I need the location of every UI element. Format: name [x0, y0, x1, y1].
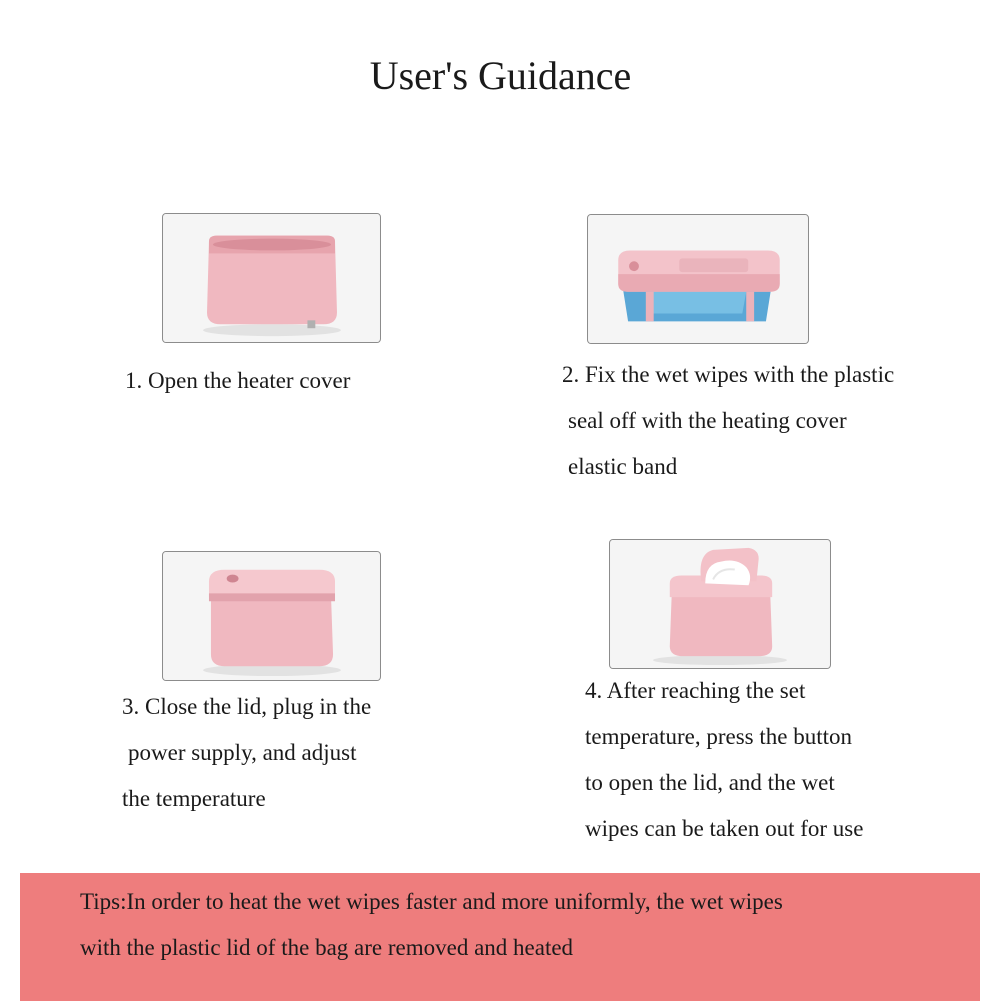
open-heater-box-illustration — [163, 214, 380, 342]
step1-line1: 1. Open the heater cover — [125, 368, 351, 393]
step4-line2: temperature, press the button — [585, 724, 852, 749]
step3-text — [122, 684, 371, 822]
page-title: User's Guidance — [369, 53, 632, 98]
step3-image — [162, 551, 381, 681]
tips-banner — [20, 873, 980, 1001]
step2-line3: elastic band — [568, 454, 678, 479]
heating-cover-with-wipes-illustration — [588, 215, 808, 343]
step3-line2: power supply, and adjust — [128, 740, 357, 765]
step3-line3: the temperature — [122, 786, 266, 811]
step4-line1: 4. After reaching the set — [585, 678, 806, 703]
step4-image — [609, 539, 831, 669]
step4-text — [585, 668, 863, 852]
step4-line4: wipes can be taken out for use — [585, 816, 864, 841]
step2-line1: 2. Fix the wet wipes with the plastic — [562, 362, 895, 387]
tips-line1: Tips:In order to heat the wet wipes faster and more uniformly, the wet wipes — [80, 889, 783, 914]
step1-image — [162, 213, 381, 343]
step4-line3: to open the lid, and the wet — [585, 770, 835, 795]
step3-line1: 3. Close the lid, plug in the — [122, 694, 372, 719]
step2-text — [562, 352, 894, 490]
step2-line2: seal off with the heating cover — [568, 408, 847, 433]
step2-image — [587, 214, 809, 344]
tips-line2: with the plastic lid of the bag are removed and heated — [80, 935, 574, 960]
closed-heater-box-illustration — [163, 552, 380, 680]
step1-text — [125, 358, 350, 404]
open-lid-wipes-illustration — [610, 540, 830, 668]
